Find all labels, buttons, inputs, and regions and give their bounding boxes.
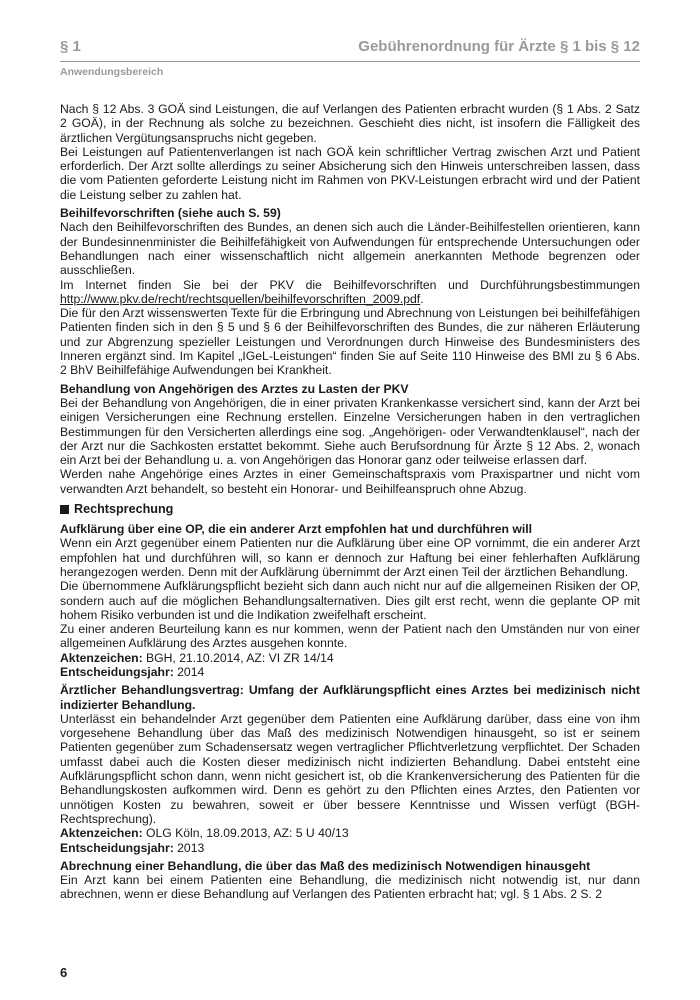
beihilfe-paragraph-3: Die für den Arzt wissenswerten Texte für die Erbringung und Abrechnung von Leistungen bei beihilfefähigen Patienten finden sich in den § 5 und § 6 der Beihilfevorschriften des Bundes, die zur näheren Erläuterung und zur Abgrenzung spezieller Leistungen und Verordnungen durch Hinweise des Bundesministers des Inneren ergänzt sind. Im Kapitel „IGeL-Leistungen“ finden Sie auf Seite 110 Hinweise des BMI zu § 6 Abs. 2 BhV Beihilfefähige Aufwendungen bei Krankheit. xyxy=(60,306,640,378)
case2-heading: Ärztlicher Behandlungsvertrag: Umfang der Aufklärungspflicht eines Arztes bei medizinisch nicht indizierter Behandlung. xyxy=(60,683,640,712)
beihilfe-paragraph-2-text: Im Internet finden Sie bei der PKV die Beihilfevorschriften und Durchführungsbestimmungen xyxy=(60,277,640,292)
case1-heading: Aufklärung über eine OP, die ein anderer Arzt empfohlen hat und durchführen will xyxy=(60,522,532,537)
case1-paragraph-1: Wenn ein Arzt gegenüber einem Patienten nur die Aufklärung über eine OP vornimmt, die ein anderer Arzt empfohlen hat und durchführen will, so kann er dennoch zur Haftung bei einer fehlerhaften Aufklärung herangezogen werden. Denn mit der Aufklärung übernimmt der Arzt einen Teil der ärztlichen Behandlung. xyxy=(60,536,640,579)
case1-az-label: Aktenzeichen: xyxy=(60,650,143,665)
case1-paragraph-2: Die übernommene Aufklärungspflicht bezieht sich dann auch nicht nur auf die allgemeinen Risiken der OP, sondern auch auf die möglichen Behandlungsalternativen. Dies gilt erst recht, wenn die geplante OP mit hohem Risiko verbunden ist und die Indikation zweifelhaft erscheint. xyxy=(60,579,640,622)
section-subtitle: Anwendungsbereich xyxy=(60,66,164,78)
rechtsprechung-heading xyxy=(60,502,640,517)
beihilfe-paragraph-2-end: . xyxy=(420,291,424,306)
case1-year-value: 2014 xyxy=(177,664,205,679)
case2-az-label: Aktenzeichen: xyxy=(60,826,143,841)
beihilfe-pdf-link[interactable]: http://www.pkv.de/recht/rechtsquellen/beihilfevorschriften_2009.pdf xyxy=(60,291,421,306)
section-number: § 1 xyxy=(60,38,81,55)
case2-year-value: 2013 xyxy=(177,840,205,855)
case1-year-label: Entscheidungsjahr: xyxy=(60,664,174,679)
header-rule xyxy=(60,61,640,62)
running-title: Gebührenordnung für Ärzte § 1 bis § 12 xyxy=(358,38,640,55)
main-content xyxy=(60,102,640,902)
case2-year-label: Entscheidungsjahr: xyxy=(60,840,174,855)
square-bullet-icon xyxy=(60,505,69,514)
angehoerige-paragraph-1: Bei der Behandlung von Angehörigen, die in einer privaten Krankenkasse versichert sind, kann der Arzt bei einigen Versicherungen eine Rechnung erstellen. Einzelne Versicherungen haben in den vertraglichen Bestimmungen für den Versicherten allerdings eine sog. „Angehörigen- oder Verwandtenklausel“, nach der der Arzt nur die Sachkosten erstattet bekommt. Siehe auch Berufsordnung für Ärzte § 12 Abs. 2, wonach ein Arzt bei der Behandlung u. a. von Angehörigen das Honorar ganz oder teilweise erlassen darf. xyxy=(60,395,640,468)
case1-az-value: BGH, 21.10.2014, AZ: VI ZR 14/14 xyxy=(146,650,334,665)
case2-aktenzeichen xyxy=(60,826,640,840)
rechtsprechung-title: Rechtsprechung xyxy=(74,502,174,517)
angehoerige-paragraph-2: Werden nahe Angehörige eines Arztes in einer Gemeinschaftspraxis vom Praxispartner und nicht vom verwandten Arzt behandelt, so besteht ein Honorar- und Beihilfeanspruch ohne Abzug. xyxy=(60,467,640,496)
beihilfe-paragraph-2 xyxy=(60,278,640,307)
angehoerige-heading: Behandlung von Angehörigen des Arztes zu Lasten der PKV xyxy=(60,381,409,396)
case3-heading: Abrechnung einer Behandlung, die über das Maß des medizinisch Notwendigen hinausgeht xyxy=(60,858,591,873)
case1-year xyxy=(60,665,640,679)
beihilfe-paragraph-1: Nach den Beihilfevorschriften des Bundes, an denen sich auch die Länder-Beihilfestellen orientieren, kann der Bundesinnenminister die Beihilfefähigkeit von Aufwendungen für entsprechende Untersuchungen oder Behandlungen nach einer wissenschaftlich nicht allgemein anerkannten Methode begrenzen oder ausschließen. xyxy=(60,220,640,278)
case2-year xyxy=(60,841,640,855)
intro-paragraph-1: Nach § 12 Abs. 3 GOÄ sind Leistungen, die auf Verlangen des Patienten erbracht wurden (§ 1 Abs. 2 Satz 2 GOÄ), in der Rechnung als solche zu bezeichnen. Geschieht dies nicht, ist insofern die Fälligkeit des ärztlichen Vergütungsanspruchs nicht gegeben. xyxy=(60,102,640,145)
page-number: 6 xyxy=(60,965,68,980)
intro-paragraph-2: Bei Leistungen auf Patientenverlangen ist nach GOÄ kein schriftlicher Vertrag zwischen Arzt und Patient erforderlich. Der Arzt sollte allerdings zu seiner Absicherung sich den Hinweis unterschreiben lassen, dass die vom Patienten geforderte Leistung nicht im Rahmen von PKV-Leistungen erbracht wird und der Patient die Leistung selber zu zahlen hat. xyxy=(60,144,640,202)
beihilfe-heading: Beihilfevorschriften (siehe auch S. 59) xyxy=(60,206,281,221)
case1-paragraph-3: Zu einer anderen Beurteilung kann es nur kommen, wenn der Patient nach den Umständen nur von einer allgemeinen Aufklärung des Arztes ausgehen konnte. xyxy=(60,622,640,651)
case3-paragraph-1: Ein Arzt kann bei einem Patienten eine Behandlung, die medizinisch nicht notwendig ist, nur dann abrechnen, wenn er diese Behandlung auf Verlangen des Patienten erbracht hat; vgl. § 1 Abs. 2 S. 2 xyxy=(60,873,640,902)
running-header xyxy=(60,38,640,55)
case2-az-value: OLG Köln, 18.09.2013, AZ: 5 U 40/13 xyxy=(146,826,349,841)
case2-paragraph-1: Unterlässt ein behandelnder Arzt gegenüber dem Patienten eine Aufklärung darüber, dass eine von ihm vorgesehene Behandlung über das Maß des medizinisch Notwendigen hinausgeht, so ist er seinem Patienten gegenüber zum Schadensersatz wegen vertraglicher Pflichtverletzung verpflichtet. Der Schaden umfasst dabei auch die Kosten dieser medizinisch nicht indizierten Behandlung. Dabei entsteht eine Aufklärungspflicht schon dann, wenn nicht gesichert ist, ob die Krankenversicherung des Patienten für die Behandlungskosten aufkommen wird. Denn es gehört zu den Pflichten eines Arztes, den Patienten vor unnötigen Kosten zu bewahren, soweit er über bessere Kenntnisse und Wissen verfügt (BGH-Rechtsprechung). xyxy=(60,711,640,826)
case1-aktenzeichen xyxy=(60,651,640,665)
